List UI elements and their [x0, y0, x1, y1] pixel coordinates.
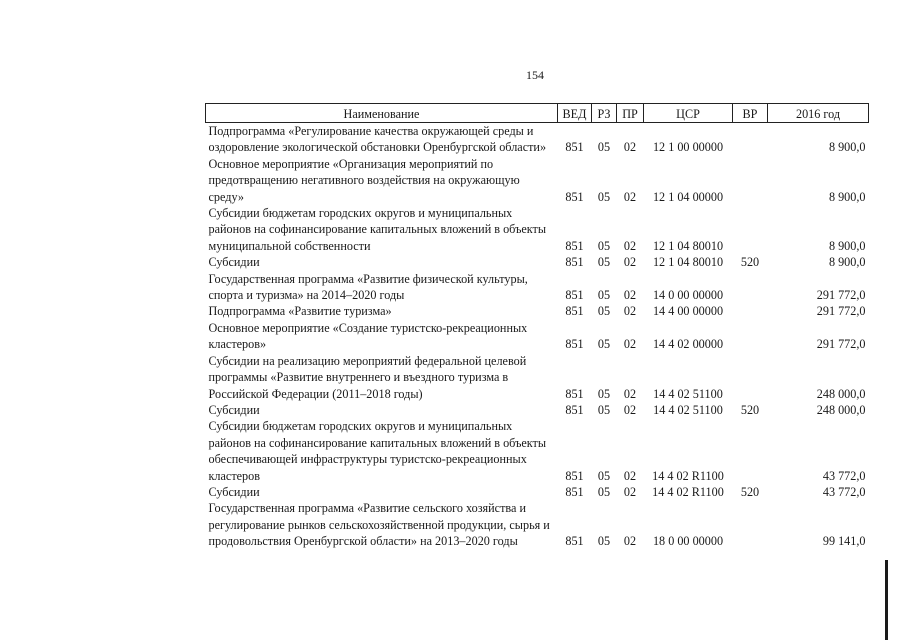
cell-vr	[733, 500, 768, 549]
cell-pr: 02	[623, 140, 637, 155]
cell-rz: 05	[597, 304, 611, 319]
cell-name: Основное мероприятие «Создание туристско-рекреационных кластеров»	[208, 320, 528, 352]
cell-pr: 02	[623, 386, 637, 401]
cell-rz: 05	[597, 238, 611, 253]
cell-ved: 851	[565, 534, 584, 549]
cell-amount: 291 772,0	[816, 304, 866, 319]
cell-amount: 8 900,0	[828, 189, 866, 204]
header-ved: ВЕД	[558, 104, 592, 123]
cell-pr: 02	[623, 189, 637, 204]
cell-amount: 8 900,0	[828, 255, 866, 270]
cell-ved: 851	[565, 255, 584, 270]
cell-name: Государственная программа «Развитие сельского хозяйства и регулирование рынков сельскохозяйственной продукции, сырья и продовольствия Оренбургской области» на 2013–2020 годы	[208, 501, 550, 549]
header-pr: ПР	[617, 104, 644, 123]
cell-rz: 05	[597, 534, 611, 549]
cell-amount: 248 000,0	[816, 402, 866, 417]
cell-ved: 851	[565, 402, 584, 417]
cell-ved: 851	[565, 386, 584, 401]
cell-pr: 02	[623, 337, 637, 352]
cell-name: Субсидии на реализацию мероприятий федеральной целевой программы «Развитие внутреннего и въездного туризма в Российской Федерации (2011–2018 годы)	[208, 353, 527, 401]
cell-pr: 02	[623, 288, 637, 303]
cell-vr	[733, 353, 768, 402]
table-row	[206, 303, 869, 319]
table-row	[206, 271, 869, 304]
cell-pr: 02	[623, 484, 637, 499]
cell-vr	[733, 156, 768, 205]
cell-amount: 291 772,0	[816, 288, 866, 303]
header-name: Наименование	[206, 104, 558, 123]
cell-amount: 8 900,0	[828, 238, 866, 253]
cell-ved: 851	[565, 304, 584, 319]
cell-ved: 851	[565, 189, 584, 204]
cell-pr: 02	[623, 238, 637, 253]
header-vr: ВР	[733, 104, 768, 123]
cell-name: Субсидии бюджетам городских округов и муниципальных районов на софинансирование капитальных вложений в объекты обеспечивающей инфраструктуры туристско-рекреационных кластеров	[208, 419, 547, 483]
table-body	[206, 123, 869, 550]
cell-ved: 851	[565, 288, 584, 303]
table-row	[206, 500, 869, 549]
table-row	[206, 205, 869, 254]
cell-name: Подпрограмма «Регулирование качества окружающей среды и оздоровление экологической обстановки Оренбургской области»	[208, 124, 547, 155]
cell-amount: 248 000,0	[816, 386, 866, 401]
budget-table-container	[205, 103, 868, 550]
table-row	[206, 353, 869, 402]
cell-rz: 05	[597, 189, 611, 204]
cell-rz: 05	[597, 468, 611, 483]
cell-vr	[733, 271, 768, 304]
cell-pr: 02	[623, 468, 637, 483]
table-row	[206, 156, 869, 205]
header-year: 2016 год	[768, 104, 869, 123]
scan-edge-mark	[885, 560, 888, 640]
budget-table	[205, 103, 869, 550]
cell-csr: 14 4 02 R1100	[652, 468, 724, 483]
table-row	[206, 254, 869, 270]
cell-ved: 851	[565, 337, 584, 352]
cell-csr: 14 4 02 51100	[653, 386, 723, 401]
cell-ved: 851	[565, 238, 584, 253]
cell-name: Субсидии бюджетам городских округов и муниципальных районов на софинансирование капитальных вложений в объекты муниципальной собственности	[208, 206, 547, 253]
cell-pr: 02	[623, 534, 637, 549]
cell-ved: 851	[565, 468, 584, 483]
cell-rz: 05	[597, 386, 611, 401]
cell-name: Субсидии	[208, 484, 260, 499]
cell-vr	[733, 303, 768, 319]
cell-name: Подпрограмма «Развитие туризма»	[208, 304, 392, 319]
cell-ved: 851	[565, 140, 584, 155]
cell-csr: 12 1 04 00000	[652, 189, 724, 204]
cell-csr: 18 0 00 00000	[652, 534, 724, 549]
page-number: 154	[526, 68, 544, 82]
cell-vr: 520	[740, 402, 760, 417]
cell-amount: 43 772,0	[822, 484, 866, 499]
cell-vr: 520	[740, 484, 760, 499]
cell-vr	[733, 205, 768, 254]
cell-name: Основное мероприятие «Организация мероприятий по предотвращению негативного воздействия на окружающую среду»	[208, 156, 520, 204]
table-row	[206, 123, 869, 156]
cell-csr: 14 4 00 00000	[652, 304, 724, 319]
cell-name: Государственная программа «Развитие физической культуры, спорта и туризма» на 2014–2020 годы	[208, 271, 528, 303]
cell-csr: 12 1 04 80010	[652, 255, 724, 270]
cell-name: Субсидии	[208, 402, 260, 417]
header-rz: РЗ	[592, 104, 617, 123]
cell-amount: 99 141,0	[822, 534, 866, 549]
cell-csr: 12 1 04 80010	[652, 238, 724, 253]
cell-pr: 02	[623, 255, 637, 270]
cell-vr	[733, 320, 768, 353]
cell-name: Субсидии	[208, 255, 260, 270]
cell-csr: 12 1 00 00000	[652, 140, 724, 155]
header-csr: ЦСР	[644, 104, 733, 123]
cell-pr: 02	[623, 402, 637, 417]
cell-amount: 43 772,0	[822, 468, 866, 483]
cell-csr: 14 0 00 00000	[652, 288, 724, 303]
cell-csr: 14 4 02 51100	[653, 402, 723, 417]
table-header-row	[206, 104, 869, 123]
cell-vr	[733, 418, 768, 484]
cell-vr: 520	[740, 255, 760, 270]
cell-csr: 14 4 02 R1100	[652, 484, 724, 499]
cell-rz: 05	[597, 255, 611, 270]
table-row	[206, 320, 869, 353]
cell-rz: 05	[597, 337, 611, 352]
cell-amount: 291 772,0	[816, 337, 866, 352]
cell-ved: 851	[565, 484, 584, 499]
cell-vr	[733, 123, 768, 156]
table-row	[206, 402, 869, 418]
table-row	[206, 418, 869, 484]
cell-pr: 02	[623, 304, 637, 319]
cell-rz: 05	[597, 484, 611, 499]
cell-rz: 05	[597, 402, 611, 417]
cell-rz: 05	[597, 140, 611, 155]
table-row	[206, 484, 869, 500]
cell-rz: 05	[597, 288, 611, 303]
cell-csr: 14 4 02 00000	[652, 337, 724, 352]
cell-amount: 8 900,0	[828, 140, 866, 155]
